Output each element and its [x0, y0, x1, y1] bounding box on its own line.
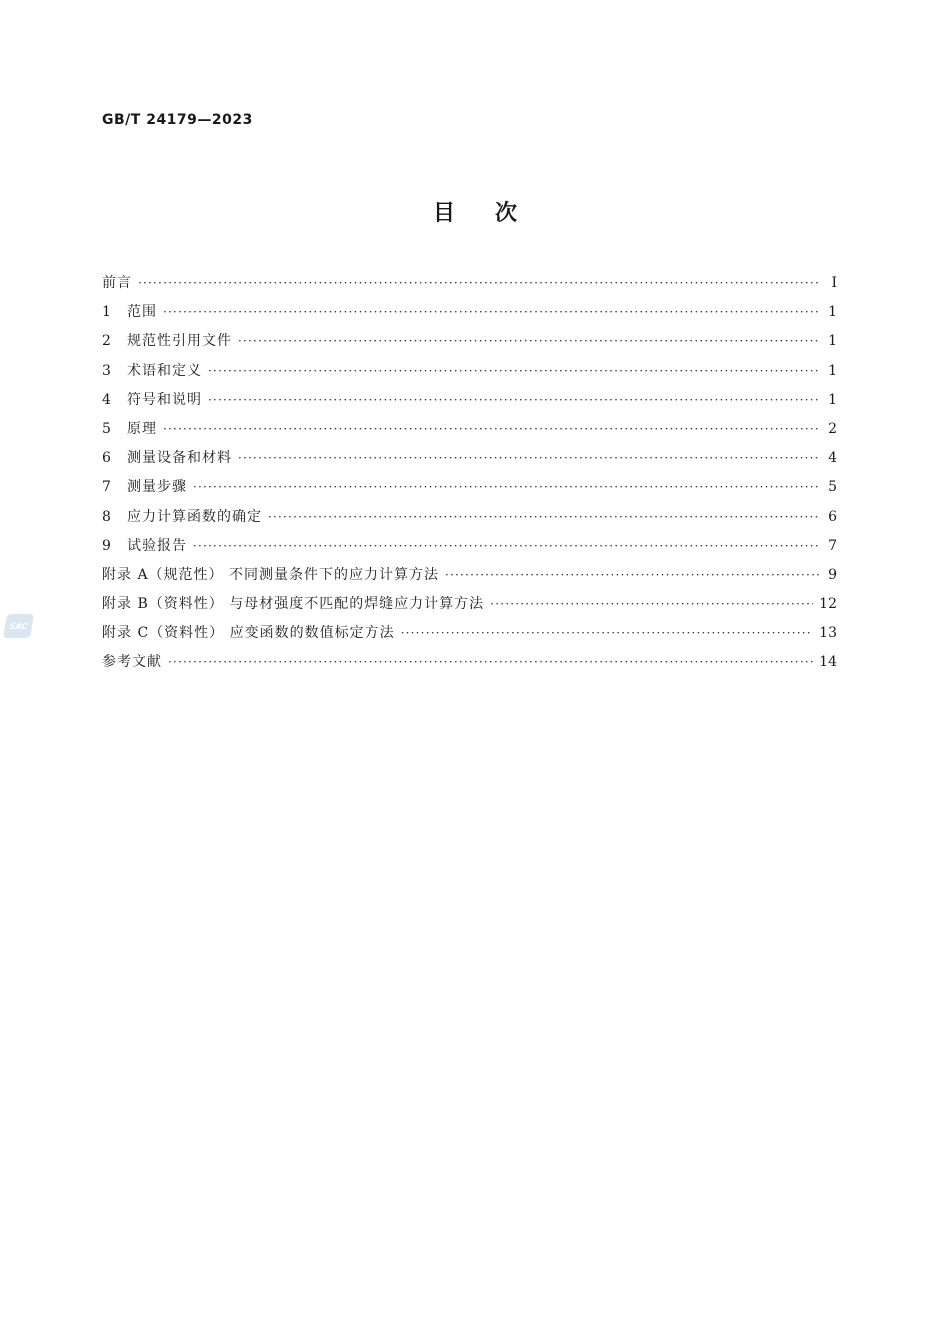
toc-entry-label	[102, 476, 187, 496]
toc-dot-leader	[138, 276, 819, 290]
toc-section-number: 4	[102, 391, 112, 408]
toc-section-number: 6	[102, 450, 112, 467]
toc-entry-label	[102, 330, 232, 350]
toc-section-title: 测量设备和材料	[127, 450, 232, 467]
sac-watermark-logo: SAC	[3, 614, 34, 638]
toc-page-number: 14	[819, 654, 837, 671]
toc-page-number: 9	[828, 566, 837, 583]
toc-dot-leader	[163, 422, 819, 436]
toc-section-number: 1	[102, 304, 112, 321]
toc-section-title: 测量步骤	[127, 479, 187, 496]
toc-entry-label: 前言	[102, 275, 132, 291]
toc-entry-6[interactable]	[102, 447, 837, 476]
toc-section-number: 3	[102, 362, 112, 379]
toc-page-number: 1	[828, 391, 837, 408]
toc-entry-label: 附录 B（资料性） 与母材强度不匹配的焊缝应力计算方法	[102, 596, 485, 613]
toc-entry-2[interactable]	[102, 330, 837, 359]
toc-section-title: 符号和说明	[127, 391, 202, 408]
toc-entry-label	[102, 301, 157, 321]
toc-page-number: 13	[819, 625, 837, 642]
toc-section-number: 8	[102, 508, 112, 525]
toc-page-number: 4	[828, 450, 837, 467]
toc-section-number: 5	[102, 420, 112, 437]
toc-dot-leader	[238, 334, 819, 348]
toc-page-number: 12	[819, 596, 837, 613]
toc-entry-annex-a[interactable]	[102, 564, 837, 593]
toc-dot-leader	[208, 364, 819, 378]
toc-entry-foreword[interactable]	[102, 272, 837, 301]
toc-section-title: 规范性引用文件	[127, 333, 232, 350]
toc-dot-leader	[268, 510, 819, 524]
toc-entry-label: 参考文献	[102, 654, 162, 671]
toc-page-number: 2	[828, 420, 837, 437]
toc-dot-leader	[193, 480, 819, 494]
toc-entry-label	[102, 535, 187, 555]
toc-entry-label	[102, 418, 157, 438]
toc-section-title: 术语和定义	[127, 362, 202, 379]
toc-section-number: 7	[102, 479, 112, 496]
toc-dot-leader	[445, 568, 819, 582]
toc-page-number: 1	[828, 362, 837, 379]
toc-dot-leader	[238, 451, 819, 465]
standard-code: GB/T 24179—2023	[102, 112, 253, 128]
toc-entry-label	[102, 447, 232, 467]
toc-page-number: 6	[828, 508, 837, 525]
toc-dot-leader	[163, 305, 819, 319]
toc-dot-leader	[208, 393, 819, 407]
toc-dot-leader	[490, 597, 813, 611]
toc-entry-references[interactable]	[102, 651, 837, 680]
toc-section-title: 试验报告	[127, 537, 187, 554]
page-title: 目次	[432, 201, 557, 226]
toc-entry-annex-c[interactable]	[102, 622, 837, 651]
toc-section-number: 9	[102, 537, 112, 554]
toc-section-number: 2	[102, 333, 112, 350]
table-of-contents	[102, 272, 837, 681]
toc-page-number: 5	[828, 479, 837, 496]
toc-entry-1[interactable]	[102, 301, 837, 330]
toc-page-number: 7	[828, 537, 837, 554]
toc-entry-4[interactable]	[102, 389, 837, 418]
toc-dot-leader	[193, 539, 819, 553]
toc-entry-label	[102, 360, 202, 380]
toc-section-title: 范围	[127, 304, 157, 321]
toc-page-number: 1	[828, 304, 837, 321]
toc-entry-5[interactable]	[102, 418, 837, 447]
toc-page-number: Ⅰ	[831, 275, 837, 291]
toc-dot-leader	[168, 655, 813, 669]
toc-entry-3[interactable]	[102, 360, 837, 389]
toc-section-title: 应力计算函数的确定	[127, 508, 262, 525]
toc-section-title: 原理	[127, 420, 157, 437]
toc-dot-leader	[401, 626, 814, 640]
toc-entry-9[interactable]	[102, 535, 837, 564]
toc-entry-label	[102, 506, 262, 526]
toc-entry-label	[102, 389, 202, 409]
toc-entry-annex-b[interactable]	[102, 593, 837, 622]
toc-entry-label: 附录 C（资料性） 应变函数的数值标定方法	[102, 625, 395, 642]
toc-entry-label: 附录 A（规范性） 不同测量条件下的应力计算方法	[102, 566, 440, 583]
toc-entry-7[interactable]	[102, 476, 837, 505]
toc-entry-8[interactable]	[102, 506, 837, 535]
toc-page-number: 1	[828, 333, 837, 350]
